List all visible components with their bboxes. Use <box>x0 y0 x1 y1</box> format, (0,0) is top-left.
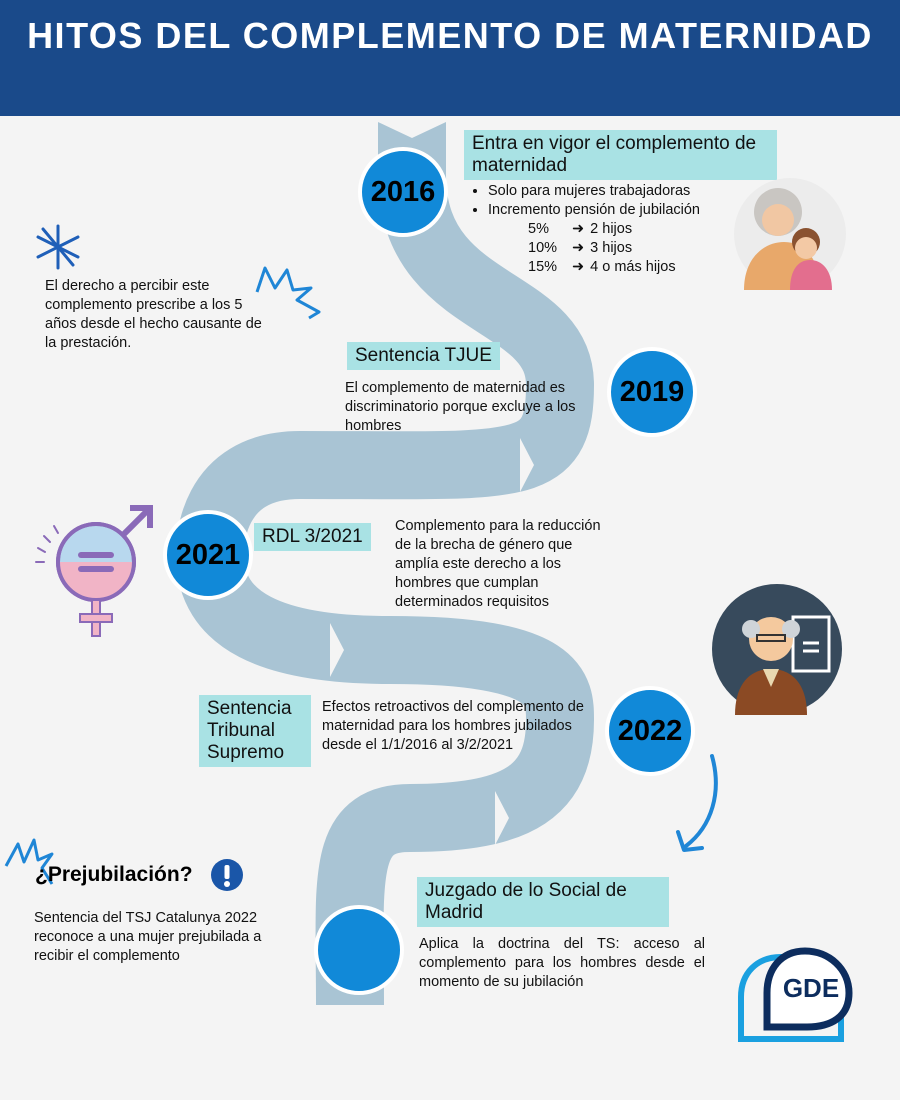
gde-logo-text: GDE <box>782 973 840 1003</box>
text-2021: Complemento para la reducción de la brecha de género que amplía este derecho a los hombres que cumplan determinados requisitos <box>395 518 601 610</box>
heading-2022: Sentencia Tribunal Supremo <box>199 695 311 767</box>
bullet-list-2016 <box>468 182 738 220</box>
heading-2021: RDL 3/2021 <box>254 523 371 551</box>
asterisk-icon <box>34 223 82 271</box>
year-2016-circle: 2016 <box>358 147 448 237</box>
heading-2019: Sentencia TJUE <box>347 342 500 370</box>
elderly-man-icon <box>711 583 843 715</box>
gender-equality-icon <box>32 500 162 640</box>
prejubilacion-heading: ¿Prejubilación? <box>35 863 193 886</box>
grandmother-child-icon <box>734 178 846 290</box>
heading-juzgado: Juzgado de lo Social de Madrid <box>417 877 669 927</box>
text-juzgado: Aplica la doctrina del TS: acceso al complemento para los hombres desde el momento de su jubilación <box>419 936 705 990</box>
text-2022: Efectos retroactivos del complemento de maternidad para los hombres jubilados desde el 1/1/2016 al 3/2/2021 <box>322 699 584 753</box>
prejubilacion-text: Sentencia del TSJ Catalunya 2022 reconoce a una mujer prejubilada a recibir el complemento <box>34 910 262 964</box>
heading-2016: Entra en vigor el complemento de maternidad <box>464 130 777 180</box>
side-note-text: El derecho a percibir este complemento prescribe a los 5 años desde el hecho causante de la prestación. <box>45 278 262 351</box>
increment-row: 10% ➜ 3 hijos <box>528 240 633 256</box>
increment-list <box>468 220 738 277</box>
page-title: HITOS DEL COMPLEMENTO DE MATERNIDAD <box>27 15 873 56</box>
final-circle <box>314 905 404 995</box>
increment-row: 15% ➜ 4 o más hijos <box>528 259 676 275</box>
bullet-item: • Incremento pensión de jubilación <box>488 201 738 220</box>
curved-arrow-icon <box>672 752 732 856</box>
increment-row: 5% ➜ 2 hijos <box>528 221 633 237</box>
details-2016 <box>468 182 738 277</box>
year-2019-circle: 2019 <box>607 347 697 437</box>
year-2022-circle: 2022 <box>605 686 695 776</box>
year-2021-circle: 2021 <box>163 510 253 600</box>
exclamation-icon <box>210 858 244 892</box>
bullet-item: • Solo para mujeres trabajadoras <box>488 182 738 201</box>
text-2019: El complemento de maternidad es discriminatorio porque excluye a los hombres <box>345 380 576 434</box>
